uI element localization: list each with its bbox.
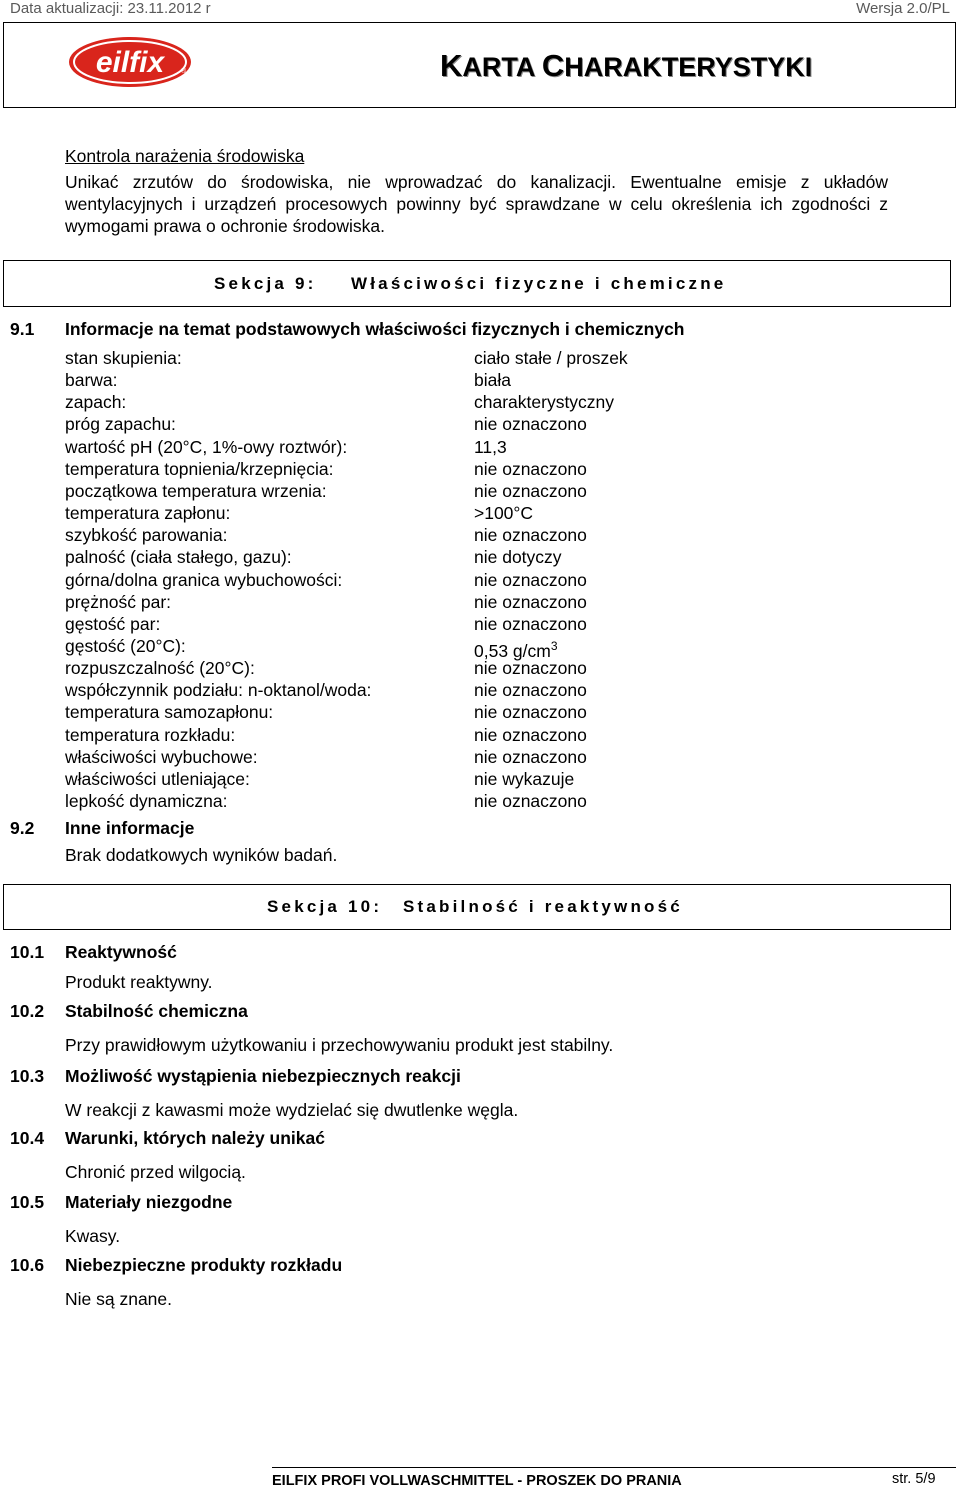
property-value <box>474 391 614 413</box>
s91-number: 9.1 <box>10 319 35 339</box>
subsection-number: 10.1 <box>10 942 45 962</box>
eilfix-logo <box>68 36 192 88</box>
property-value-text: 0,53 g/cm <box>474 640 551 661</box>
property-value <box>474 790 587 812</box>
svg-text:®: ® <box>181 68 187 75</box>
property-value <box>474 436 507 458</box>
property-name: właściwości utleniające: <box>65 768 250 789</box>
property-name: rozpuszczalność (20°C): <box>65 658 255 679</box>
property-value <box>474 746 587 768</box>
subsection-title: Możliwość wystąpienia niebezpiecznych reakcji <box>65 1066 461 1086</box>
subsection-number: 10.3 <box>10 1066 45 1086</box>
page-number: str. 5/9 <box>892 1471 936 1487</box>
property-value <box>474 413 587 435</box>
property-name: wartość pH (20°C, 1%-owy roztwór): <box>65 436 348 457</box>
property-value-text: nie oznaczono <box>474 724 587 745</box>
property-value <box>474 591 587 613</box>
section-10-title: Stabilność i reaktywność <box>403 897 683 916</box>
property-value-text: nie oznaczono <box>474 480 587 501</box>
property-value-text: nie dotyczy <box>474 547 562 568</box>
property-name: próg zapachu: <box>65 414 176 435</box>
property-name: zapach: <box>65 392 127 413</box>
property-name: barwa: <box>65 370 118 391</box>
property-name: początkowa temperatura wrzenia: <box>65 480 327 501</box>
s92-text: Brak dodatkowych wyników badań. <box>65 845 338 865</box>
env-heading: Kontrola narażenia środowiska <box>65 146 305 166</box>
property-name: górna/dolna granica wybuchowości: <box>65 569 343 590</box>
property-value-text: nie oznaczono <box>474 702 587 723</box>
property-value <box>474 458 587 480</box>
property-value-superscript: 3 <box>550 638 558 653</box>
subsection-text: Kwasy. <box>65 1226 121 1246</box>
property-value-text: ciało stałe / proszek <box>474 348 628 368</box>
document-title: KARTA CHARAKTERYSTYKI <box>440 48 813 83</box>
subsection-text: Nie są znane. <box>65 1289 173 1309</box>
property-name: temperatura samozapłonu: <box>65 702 274 723</box>
update-date: Data aktualizacji: 23.11.2012 r <box>10 0 211 17</box>
property-value <box>474 369 511 391</box>
property-value-text: nie oznaczono <box>474 613 587 634</box>
property-name: palność (ciała stałego, gazu): <box>65 547 292 568</box>
property-value-text: nie oznaczono <box>474 658 587 679</box>
footer-rule <box>272 1467 956 1468</box>
property-name: temperatura zapłonu: <box>65 503 231 524</box>
property-name: współczynnik podziału: n-oktanol/woda: <box>65 680 372 701</box>
property-name: stan skupienia: <box>65 348 182 368</box>
property-value-text: 11,3 <box>474 436 507 457</box>
property-value <box>474 480 587 502</box>
property-name: lepkość dynamiczna: <box>65 791 228 811</box>
property-value <box>474 546 562 568</box>
property-value <box>474 657 587 679</box>
property-value <box>474 701 587 723</box>
property-name: właściwości wybuchowe: <box>65 746 258 767</box>
property-name: temperatura topnienia/krzepnięcia: <box>65 458 334 479</box>
subsection-title: Materiały niezgodne <box>65 1192 233 1212</box>
property-value-text: nie oznaczono <box>474 746 587 767</box>
property-value-text: nie oznaczono <box>474 414 587 435</box>
subsection-text: Chronić przed wilgocią. <box>65 1162 246 1182</box>
s92-number: 9.2 <box>10 818 35 838</box>
env-text: Unikać zrzutów do środowiska, nie wprowadzać do kanalizacji. Ewentualne emisje z układów wentylacyjnych i urządzeń procesowych powinny być sprawdzane w celu określenia ich zgodności z wymogami prawa o ochronie środowiska. <box>65 172 888 236</box>
s92-title: Inne informacje <box>65 818 195 838</box>
property-name: temperatura rozkładu: <box>65 724 236 745</box>
property-value <box>474 679 587 701</box>
subsection-title: Stabilność chemiczna <box>65 1001 248 1021</box>
svg-text:eilfix: eilfix <box>95 46 165 79</box>
subsection-text: W reakcji z kawasmi może wydzielać się dwutlenke węgla. <box>65 1100 519 1120</box>
top-bar <box>0 0 960 20</box>
property-value-text: nie oznaczono <box>474 680 587 701</box>
property-value-text: nie wykazuje <box>474 768 575 789</box>
property-value <box>474 724 587 746</box>
subsection-title: Warunki, których należy unikać <box>65 1128 325 1148</box>
property-value-text: >100°C <box>474 503 534 524</box>
section-10-label: Sekcja 10: <box>267 897 383 916</box>
subsection-number: 10.4 <box>10 1128 45 1148</box>
property-name: szybkość parowania: <box>65 525 228 546</box>
property-value-text: nie oznaczono <box>474 458 587 479</box>
property-value-text: nie oznaczono <box>474 591 587 612</box>
property-value <box>474 768 574 790</box>
document-version: Wersja 2.0/PL <box>856 0 950 17</box>
s91-title: Informacje na temat podstawowych właściwości fizycznych i chemicznych <box>65 319 685 339</box>
property-value <box>474 524 587 546</box>
property-value <box>474 347 628 369</box>
subsection-number: 10.6 <box>10 1255 45 1275</box>
property-name: gęstość par: <box>65 613 161 634</box>
property-value-text: nie oznaczono <box>474 791 587 811</box>
subsection-title: Reaktywność <box>65 942 177 962</box>
property-value-text: nie oznaczono <box>474 525 587 546</box>
footer-product: EILFIX PROFI VOLLWASCHMITTEL - PROSZEK DO PRANIA <box>272 1473 682 1489</box>
property-value <box>474 613 587 635</box>
property-value-text: nie oznaczono <box>474 569 587 590</box>
subsection-text: Przy prawidłowym użytkowaniu i przechowywaniu produkt jest stabilny. <box>65 1035 614 1055</box>
property-name: gęstość (20°C): <box>65 635 186 656</box>
subsection-title: Niebezpieczne produkty rozkładu <box>65 1255 343 1275</box>
subsection-text: Produkt reaktywny. <box>65 972 213 992</box>
subsection-number: 10.2 <box>10 1001 45 1021</box>
subsection-number: 10.5 <box>10 1192 45 1212</box>
section-9-label: Sekcja 9: <box>214 274 317 293</box>
property-value-text: biała <box>474 370 511 391</box>
property-value <box>474 569 587 591</box>
property-value <box>474 502 533 524</box>
property-name: prężność par: <box>65 591 172 612</box>
property-value-text: charakterystyczny <box>474 392 615 413</box>
section-9-title: Właściwości fizyczne i chemiczne <box>351 274 727 293</box>
